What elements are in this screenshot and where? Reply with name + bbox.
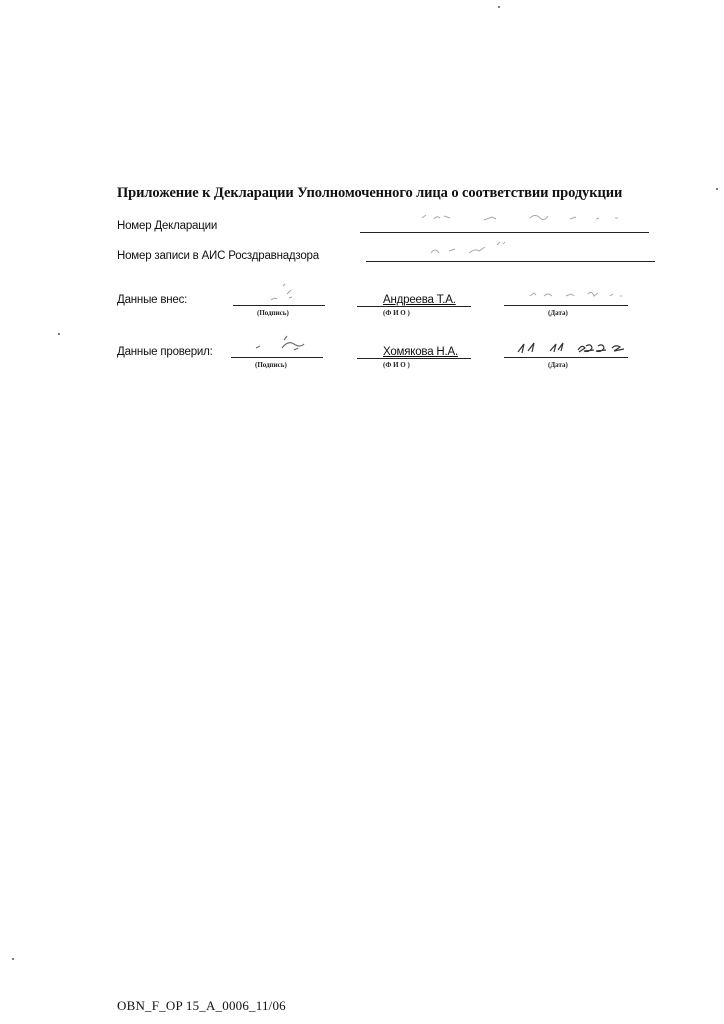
checked-by-signature-line [231, 357, 323, 358]
document-title: Приложение к Декларации Уполномоченного лица о соответствии продукции [117, 185, 623, 201]
entered-by-name-caption: (Ф И О ) [383, 309, 410, 317]
entered-by-name: Андреева Т.А. [383, 294, 456, 306]
declaration-number-faint-handwriting [400, 206, 640, 226]
checked-by-signature-icon [248, 332, 318, 356]
entered-by-date-line [504, 305, 628, 306]
checked-by-name-caption: (Ф И О ) [383, 361, 410, 369]
checked-by-name: Хомякова Н.А. [383, 346, 458, 358]
checked-by-date-handwriting [512, 336, 630, 358]
checked-by-label: Данные проверил: [117, 346, 213, 358]
entered-by-signature-caption: (Подпись) [257, 309, 289, 317]
entered-by-signature-icon [265, 280, 305, 304]
ais-record-faint-handwriting [425, 237, 525, 259]
scan-speck [498, 6, 500, 8]
entered-by-label: Данные внес: [117, 294, 188, 306]
ais-record-line [366, 261, 655, 262]
declaration-number-line [360, 232, 649, 233]
scan-speck [716, 188, 718, 190]
checked-by-signature-caption: (Подпись) [255, 361, 287, 369]
scan-speck [12, 958, 14, 960]
checked-by-name-line [357, 358, 471, 359]
entered-by-date-caption: (Дата) [548, 309, 568, 317]
entered-by-date-faint-handwriting [520, 284, 630, 304]
entered-by-signature-line [233, 305, 325, 306]
scan-speck [58, 333, 60, 335]
ais-record-label: Номер записи в АИС Росздравнадзора [117, 250, 319, 262]
declaration-number-label: Номер Декларации [117, 220, 218, 232]
form-code-footer: OBN_F_OP 15_A_0006_11/06 [117, 998, 286, 1013]
entered-by-name-line [357, 306, 471, 307]
checked-by-date-caption: (Дата) [548, 361, 568, 369]
